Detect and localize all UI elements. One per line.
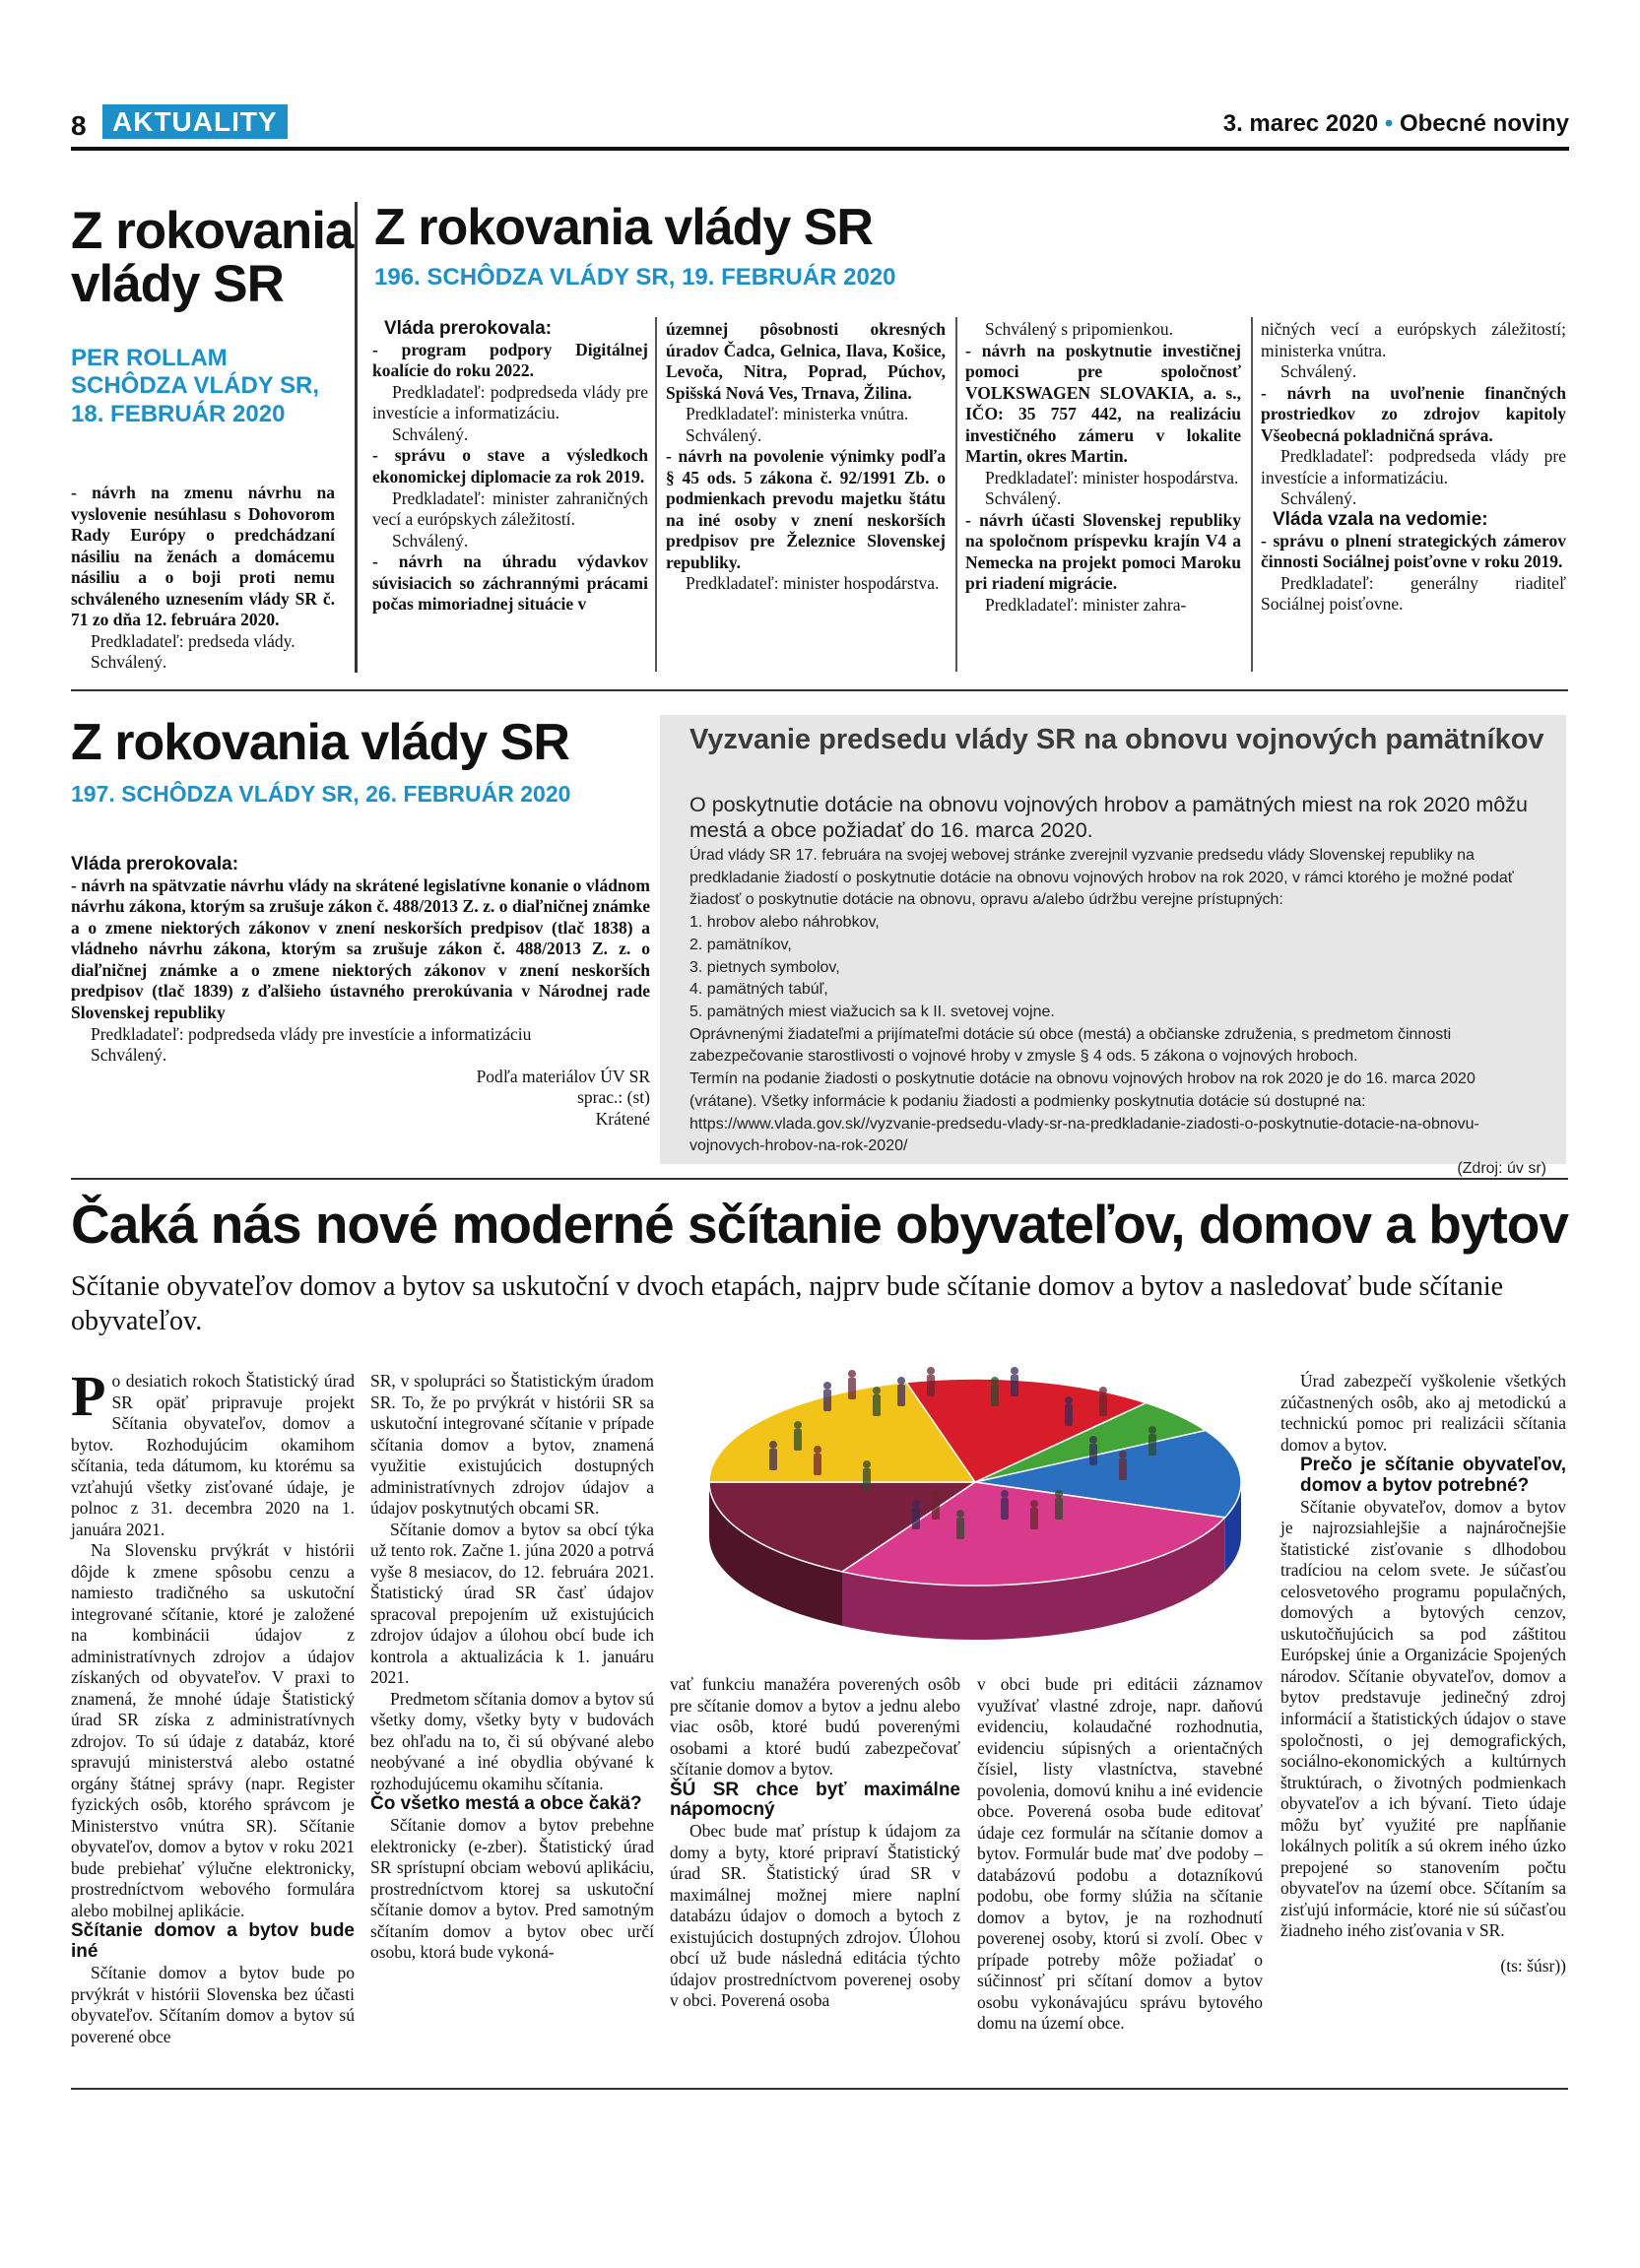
paper-name: Obecné noviny	[1399, 110, 1569, 137]
person-figure	[1089, 1436, 1097, 1465]
per-rollam-title	[71, 202, 354, 314]
s196-c4-p4: Predkladateľ: podpredseda vlády pre investície a informatizáciu.	[1261, 446, 1566, 487]
vyzvanie-lead: O poskytnutie dotácie na obnovu vojnových hrobov a pamätných miest na rok 2020 môžu mestá a obce požiadať do 16. marca 2020.	[689, 793, 1528, 843]
s197-p2: Predkladateľ: podpredseda vlády pre investície a informatizáciu	[91, 1023, 532, 1044]
s196-c3-p3: Predkladateľ: minister hospodárstva.	[985, 467, 1239, 487]
census-pie-illustration	[680, 1364, 1271, 1659]
person-figure	[991, 1377, 999, 1406]
person-figure	[863, 1460, 871, 1490]
person-figure	[848, 1370, 856, 1399]
s196-c1-p4: - správu o stave a výsledkoch ekonomickej diplomacie za rok 2019.	[372, 445, 648, 486]
s196-c1-p5: Predkladateľ: minister zahraničných vecí a európskych záležitostí.	[372, 487, 648, 530]
s196-c1-p2: Predkladateľ: podpredseda vlády pre investície a informatizáciu.	[372, 381, 648, 423]
vyzvanie-list-item: 5. pamätných miest viažucich sa k II. svetovej vojne.	[689, 1004, 1055, 1021]
s196-col2	[666, 319, 946, 595]
census-c2-p2: Sčítanie domov a bytov sa obcí týka už tento rok. Začne 1. júna 2020 a potrvá vyše 8 mesiacov, do 12. februára 2021. Štatistický úrad SR časť údajov spracoval prepojením už existujúcich zdrojov údajov a úlohou obcí bude ich kontrola a aktualizácia k 1. januáru 2021.	[370, 1519, 654, 1688]
column-divider	[955, 317, 957, 672]
census-col5	[1280, 1371, 1566, 1976]
s196-c1-p7: - návrh na úhradu výdavkov súvisiacich so záchrannými prácami počas mimoriadnej situácie v	[372, 551, 648, 615]
s196-c2-p2: Predkladateľ: ministerka vnútra.	[686, 404, 909, 424]
person-figure	[932, 1490, 940, 1520]
person-figure	[912, 1500, 920, 1529]
column-divider	[1251, 317, 1253, 672]
person-figure	[1148, 1426, 1156, 1456]
s196-title: Z rokovania vlády SR	[374, 199, 873, 256]
person-figure	[769, 1441, 777, 1470]
vyzvanie-list-item: 1. hrobov alebo náhrobkov,	[689, 914, 880, 932]
per-rollam-status: Schválený.	[91, 652, 167, 673]
vyzvanie-list-item: 3. pietnych symbolov,	[689, 958, 840, 976]
s196-c3-p4: Schválený.	[985, 488, 1062, 509]
person-figure	[1011, 1367, 1018, 1396]
section-rule	[71, 1178, 1568, 1180]
census-col4	[977, 1674, 1263, 2035]
per-rollam-sub-line1: PER ROLLAM	[71, 345, 228, 371]
s196-c2-p3: Schválený.	[686, 424, 762, 445]
person-figure	[814, 1446, 821, 1475]
per-rollam-title-line2: vlády SR	[71, 255, 284, 314]
s196-heading2: Vláda vzala na vedomie:	[1273, 508, 1488, 530]
s196-c3-p6: Predkladateľ: minister zahra-	[985, 594, 1187, 615]
vyzvanie-body	[689, 845, 1546, 1181]
s196-c4-p7: Predkladateľ: generálny riaditeľ Sociálnej poisťovne.	[1261, 572, 1566, 615]
s197-p1: - návrh na spätvzatie návrhu vlády na skrátené legislatívne konanie o vládnom návrhu zákona, ktorým sa zrušuje zákon č. 488/2013 Z. z. o diaľničnej známke a o zmene niektorých zákonov v znení neskorších predpisov (tlač 1838) a vládneho návrhu zákona, ktorým sa zrušuje zákon č. 488/2013 Z. z. o diaľničnej známke a o zmene niektorých zákonov v znení neskorších predpisov (tlač 1839) z ďalšieho ústavného prerokúvania v Národnej rade Slovenskej republiky	[71, 875, 650, 1022]
census-c1-p2: Na Slovensku prvýkrát v histórii dôjde k zmene spôsobu cenzu a namiesto tradičného sa uskutoční integrované sčítanie, ktoré je založené na kombinácii údajov z administratívnych zdrojov a údajov získaných od obyvateľov. V praxi to znamená, že mnohé údaje Štatistický úrad SR získa z administratívnych zdrojov. To sú údaje z databáz, ktoré spravujú ministerstvá alebo ostatné orgány štátnej správy (napr. Register fyzických osôb, ktorého správcom je Ministerstvo vnútra SR). Sčítanie obyvateľov, domov a bytov v roku 2021 bude prebiehať výlučne elektronicky, prostredníctvom webového formulára alebo mobilnej aplikácie.	[71, 1540, 355, 1920]
drop-cap: P	[71, 1364, 106, 1428]
census-c5-subhead: Prečo je sčítanie obyvateľov, domov a bytov potrebné?	[1300, 1455, 1566, 1496]
s197-signature-note: Krátené	[595, 1108, 650, 1129]
s197-signature-source: Podľa materiálov ÚV SR	[476, 1066, 650, 1086]
census-c2-p3: Predmetom sčítania domov a bytov sú všetky domy, všetky byty v budovách bez ohľadu na to, či sú obývané alebo neobývané a iné obydlia obývané k rozhodujúcemu okamihu sčítania.	[370, 1688, 654, 1793]
census-c1-subhead: Sčítanie domov a bytov bude iné	[71, 1920, 355, 1963]
census-c3-p2: Obec bude mať prístup k údajom za domy a byty, ktoré pripraví Štatistický úrad SR. Štatistický úrad SR v maximálnej možnej miere naplní databázu údajov o domoch a bytoch z existujúcich dostupných zdrojov. Úlohou obcí už bude následná editácia týchto údajov prostredníctvom poverenej osoby v obci. Poverená osoba	[670, 1821, 960, 2011]
s196-c1-p6: Schválený.	[392, 530, 469, 551]
s197-body	[71, 855, 650, 1130]
census-c3-subhead: ŠÚ SR chce byť maximálne nápomocný	[670, 1779, 960, 1821]
person-figure	[873, 1387, 881, 1416]
vyzvanie-title: Vyzvanie predsedu vlády SR na obnovu vojnových pamätníkov	[689, 724, 1544, 755]
s196-c4-p3: - návrh na uvoľnenie finančných prostriedkov zo zdrojov kapitoly Všeobecná pokladničná správa.	[1261, 382, 1566, 445]
issue-info	[1223, 110, 1569, 138]
section-rule	[71, 689, 1568, 691]
person-figure	[897, 1377, 905, 1406]
census-c3-p1: vať funkciu manažéra poverených osôb pre sčítanie domov a bytov a jednu alebo viac osôb, ktoré budú poverenými osobami a ktoré budú zabezpečovať sčítanie domov a bytov.	[670, 1674, 960, 1780]
header-bullet: •	[1384, 110, 1394, 137]
vyzvanie-p1: Úrad vlády SR 17. februára na svojej webovej stránke zverejnil vyzvanie predsedu vlády Slovenskej republiky na predkladanie žiadostí o poskytnutie dotácie na obnovu vojnových hrobov na rok 2020, v rámci ktorého je možné podať žiadosť o poskytnutie dotácie na obnovu, opravu a/alebo údržbu verejne prístupných:	[689, 847, 1514, 909]
census-c4-p1: v obci bude pri editácii záznamov využívať vlastné zdroje, napr. daňovú evidenciu, kolaudačné rozhodnutia, evidenciu súpisných a orientačných čísiel, listy vlastníctva, stavebné povolenia, domovú knihu a iné evidencie obce. Poverená osoba bude editovať údaje cez formulár na sčítanie domov a bytov. Formulár bude mať dve podoby – databázovú podobu a dotazníkovú podobu, obe formy slúžia na sčítanie domov a bytov, je na rozhodnutí poverenej osoby, ktorú si zvolí. Obec v prípade potreby môže požiadať o súčinnosť pri sčítaní domov a bytov osobu vykonávajúcu správu bytového domu na území obce.	[977, 1674, 1263, 2034]
person-figure	[1055, 1490, 1063, 1520]
s197-heading: Vláda prerokovala:	[71, 854, 239, 875]
s196-c4-p6: - správu o plnení strategických zámerov činnosti Sociálnej poisťovne v roku 2019.	[1261, 530, 1566, 572]
s196-c4-p2: Schválený.	[1280, 361, 1357, 382]
s196-col1	[372, 319, 648, 616]
per-rollam-sub-line2: SCHÔDZA VLÁDY SR,	[71, 372, 320, 400]
person-figure	[1001, 1490, 1009, 1520]
census-col3	[670, 1674, 960, 2012]
person-figure	[1065, 1396, 1073, 1426]
vyzvanie-list-item: 4. pamätných tabúľ,	[689, 981, 828, 999]
s196-c3-p1: Schválený s pripomienkou.	[985, 319, 1174, 339]
s196-c2-p5: Predkladateľ: minister hospodárstva.	[686, 573, 940, 594]
column-divider	[355, 202, 358, 673]
issue-date: 3. marec 2020	[1222, 110, 1379, 137]
s196-subtitle: 196. SCHÔDZA VLÁDY SR, 19. FEBRUÁR 2020	[374, 264, 896, 291]
person-figure	[956, 1510, 964, 1539]
census-c5-p2: Sčítanie obyvateľov, domov a bytov je najrozsiahlejšie a najnáročnejšie štatistické zisťovanie s dlhodobou tradíciou na celom svete. Je súčasťou celosvetového programu populačných, domových a bytových cenzov, uskutočňujúcich sa pod záštitou Európskej únie a Organizácie Spojených národov. Sčítanie obyvateľov, domov a bytov predstavuje jedinečný zdroj informácií a štatistických údajov o stave spoločnosti, o jej demografických, sociálno-ekonomických a kultúrnych štruktúrach, o životných podmienkach obyvateľov a ich bývaní. Tieto údaje môžu byť využité pre napĺňanie lokálnych politík a sú okrem iného úzko prepojené so stanovením počtu obyvateľov na území obce. Sčítaním sa zisťujú informácie, ktoré nie sú súčasťou žiadneho iného zisťovania v SR.	[1280, 1496, 1566, 1941]
per-rollam-title-line1: Z rokovania	[71, 202, 354, 260]
section-label: AKTUALITY	[102, 104, 288, 139]
s196-c2-p4: - návrh na povolenie výnimky podľa § 45 ods. 5 zákona č. 92/1991 Zb. o podmienkach prevodu majetku štátu na iné osoby v znení neskorších predpisov pre Železnice Slovenskej republiky.	[666, 446, 946, 572]
vyzvanie-source: (Zdroj: úv sr)	[1457, 1160, 1546, 1178]
per-rollam-predkladatel: Predkladateľ: predseda vlády.	[91, 630, 295, 651]
person-figure	[1099, 1387, 1107, 1416]
census-c2-subhead: Čo všetko mestá a obce čakä?	[370, 1793, 642, 1815]
s196-c3-p5: - návrh účasti Slovenskej republiky na spoločnom príspevku krajín V4 a Nemecka na projekt pomoci Maroku pri riadení migrácie.	[965, 509, 1241, 594]
vyzvanie-p3: Termín na podanie žiadosti o poskytnutie dotácie na obnovu vojnových hrobov na rok 2020 je do 16. marca 2020 (vrátane). Všetky informácie k podaniu žiadosti a podmienky poskytnutia dotácie sú dostupné na: https://www.vlada.gov.sk//vyzvanie-predsedu-vlady-sr-na-predkladanie-ziadosti-o-poskytnutie-dotacie-na-obnovu-vojnovych-hrobov-na-rok-2020/	[689, 1070, 1479, 1155]
person-figure	[823, 1382, 831, 1411]
census-deck: Sčítanie obyvateľov domov a bytov sa uskutoční v dvoch etapách, najprv bude sčítanie domov a bytov a nasledovať bude sčítanie obyvateľov.	[71, 1271, 1504, 1336]
column-divider	[655, 317, 657, 672]
person-figure	[794, 1421, 802, 1451]
s196-c4-p5: Schválený.	[1280, 488, 1357, 509]
s197-signature-author: sprac.: (st)	[577, 1087, 650, 1108]
per-rollam-body	[71, 483, 335, 674]
vyzvanie-list-item: 2. pamätníkov,	[689, 936, 792, 953]
s196-heading: Vláda prerokovala:	[384, 318, 553, 339]
per-rollam-sub-line3: 18. FEBRUÁR 2020	[71, 400, 286, 427]
s196-c4-p1: ničných vecí a európskych záležitostí; ministerka vnútra.	[1261, 319, 1566, 360]
s196-col3	[965, 319, 1241, 616]
census-c1-p3: Sčítanie domov a bytov bude po prvýkrát v histórii Slovenska bez účasti obyvateľov. Sčítaním domov a bytov sú poverené obce	[71, 1963, 355, 2046]
s196-col4	[1261, 319, 1566, 616]
census-headline: Čaká nás nové moderné sčítanie obyvateľov, domov a bytov	[71, 1194, 1568, 1255]
s197-p3: Schválený.	[91, 1045, 167, 1066]
s196-c1-p3: Schválený.	[392, 423, 469, 444]
header-rule	[71, 147, 1569, 151]
s196-c1-p1: - program podpory Digitálnej koalície do roku 2022.	[372, 339, 648, 381]
vyzvanie-p2: Oprávnenými žiadateľmi a prijímateľmi dotácie sú obce (mestá) a občianske združenia, s predmetom činnosti zabezpečovanie starostlivosti o vojnové hroby v zmysle § 4 ods. 5 zákona o vojnových hroboch.	[689, 1025, 1452, 1066]
census-c2-p4: Sčítanie domov a bytov prebehne elektronicky (e-zber). Štatistický úrad SR sprístupní obciam webovú aplikáciu, prostredníctvom ktorej sa uskutoční sčítanie domov a bytov. Pred samotným sčítaním domov a bytov obec určí osobu, ktorá bude vykoná-	[370, 1815, 654, 1963]
s196-c2-p1: územnej pôsobnosti okresných úradov Čadca, Gelnica, Ilava, Košice, Levoča, Nitra, Poprad, Púchov, Spišská Nová Ves, Trnava, Žilina.	[666, 319, 946, 403]
census-col1	[71, 1364, 355, 2047]
per-rollam-item: - návrh na zmenu návrhu na vyslovenie nesúhlasu s Dohovorom Rady Európy o predchádzaní násiliu na ženách a domácemu násiliu a o boji proti nemu schváleného uznesením vlády SR č. 71 zo dňa 12. februára 2020.	[71, 483, 335, 630]
s196-c3-p2: - návrh na poskytnutie investičnej pomoci pre spoločnosť VOLKSWAGEN SLOVAKIA, a. s., IČO: 35 757 442, na realizáciu investičného zámeru v lokalite Martin, okres Martin.	[965, 340, 1241, 467]
page-number: 8	[71, 110, 87, 141]
bottom-rule	[71, 2088, 1568, 2090]
census-signature: (ts: šúsr))	[1500, 1955, 1566, 1976]
per-rollam-subtitle	[71, 345, 319, 428]
census-c1-p1: o desiatich rokoch Štatistický úrad SR opäť pripravuje projekt Sčítania obyvateľov, domov a bytov. Rozhodujúcim okamihom sčítania, teda dátumom, ku ktorému sa vzťahujú všetky zisťované údaje, je polnoc z 31. decembra 2020 na 1. januára 2021.	[71, 1371, 355, 1539]
census-col2	[370, 1371, 654, 1964]
s197-title: Z rokovania vlády SR	[71, 714, 569, 771]
pie-group	[709, 1367, 1241, 1640]
person-figure	[1119, 1451, 1127, 1480]
census-c5-p1: Úrad zabezpečí vyškolenie všetkých zúčastnených osôb, ako aj metodickú a technickú pomoc pri realizácii sčítania domov a bytov.	[1280, 1371, 1566, 1455]
person-figure	[1030, 1500, 1038, 1529]
person-figure	[927, 1367, 935, 1396]
census-c2-p1: SR, v spolupráci so Štatistickým úradom SR. To, že po prvýkrát v histórii SR sa uskutoční integrované sčítanie v prípade sčítania domov a bytov, znamená využitie existujúcich dostupných administratívnych zdrojov údajov a údajov poskytnutých obcami SR.	[370, 1371, 654, 1519]
s197-subtitle: 197. SCHÔDZA VLÁDY SR, 26. FEBRUÁR 2020	[71, 781, 571, 807]
